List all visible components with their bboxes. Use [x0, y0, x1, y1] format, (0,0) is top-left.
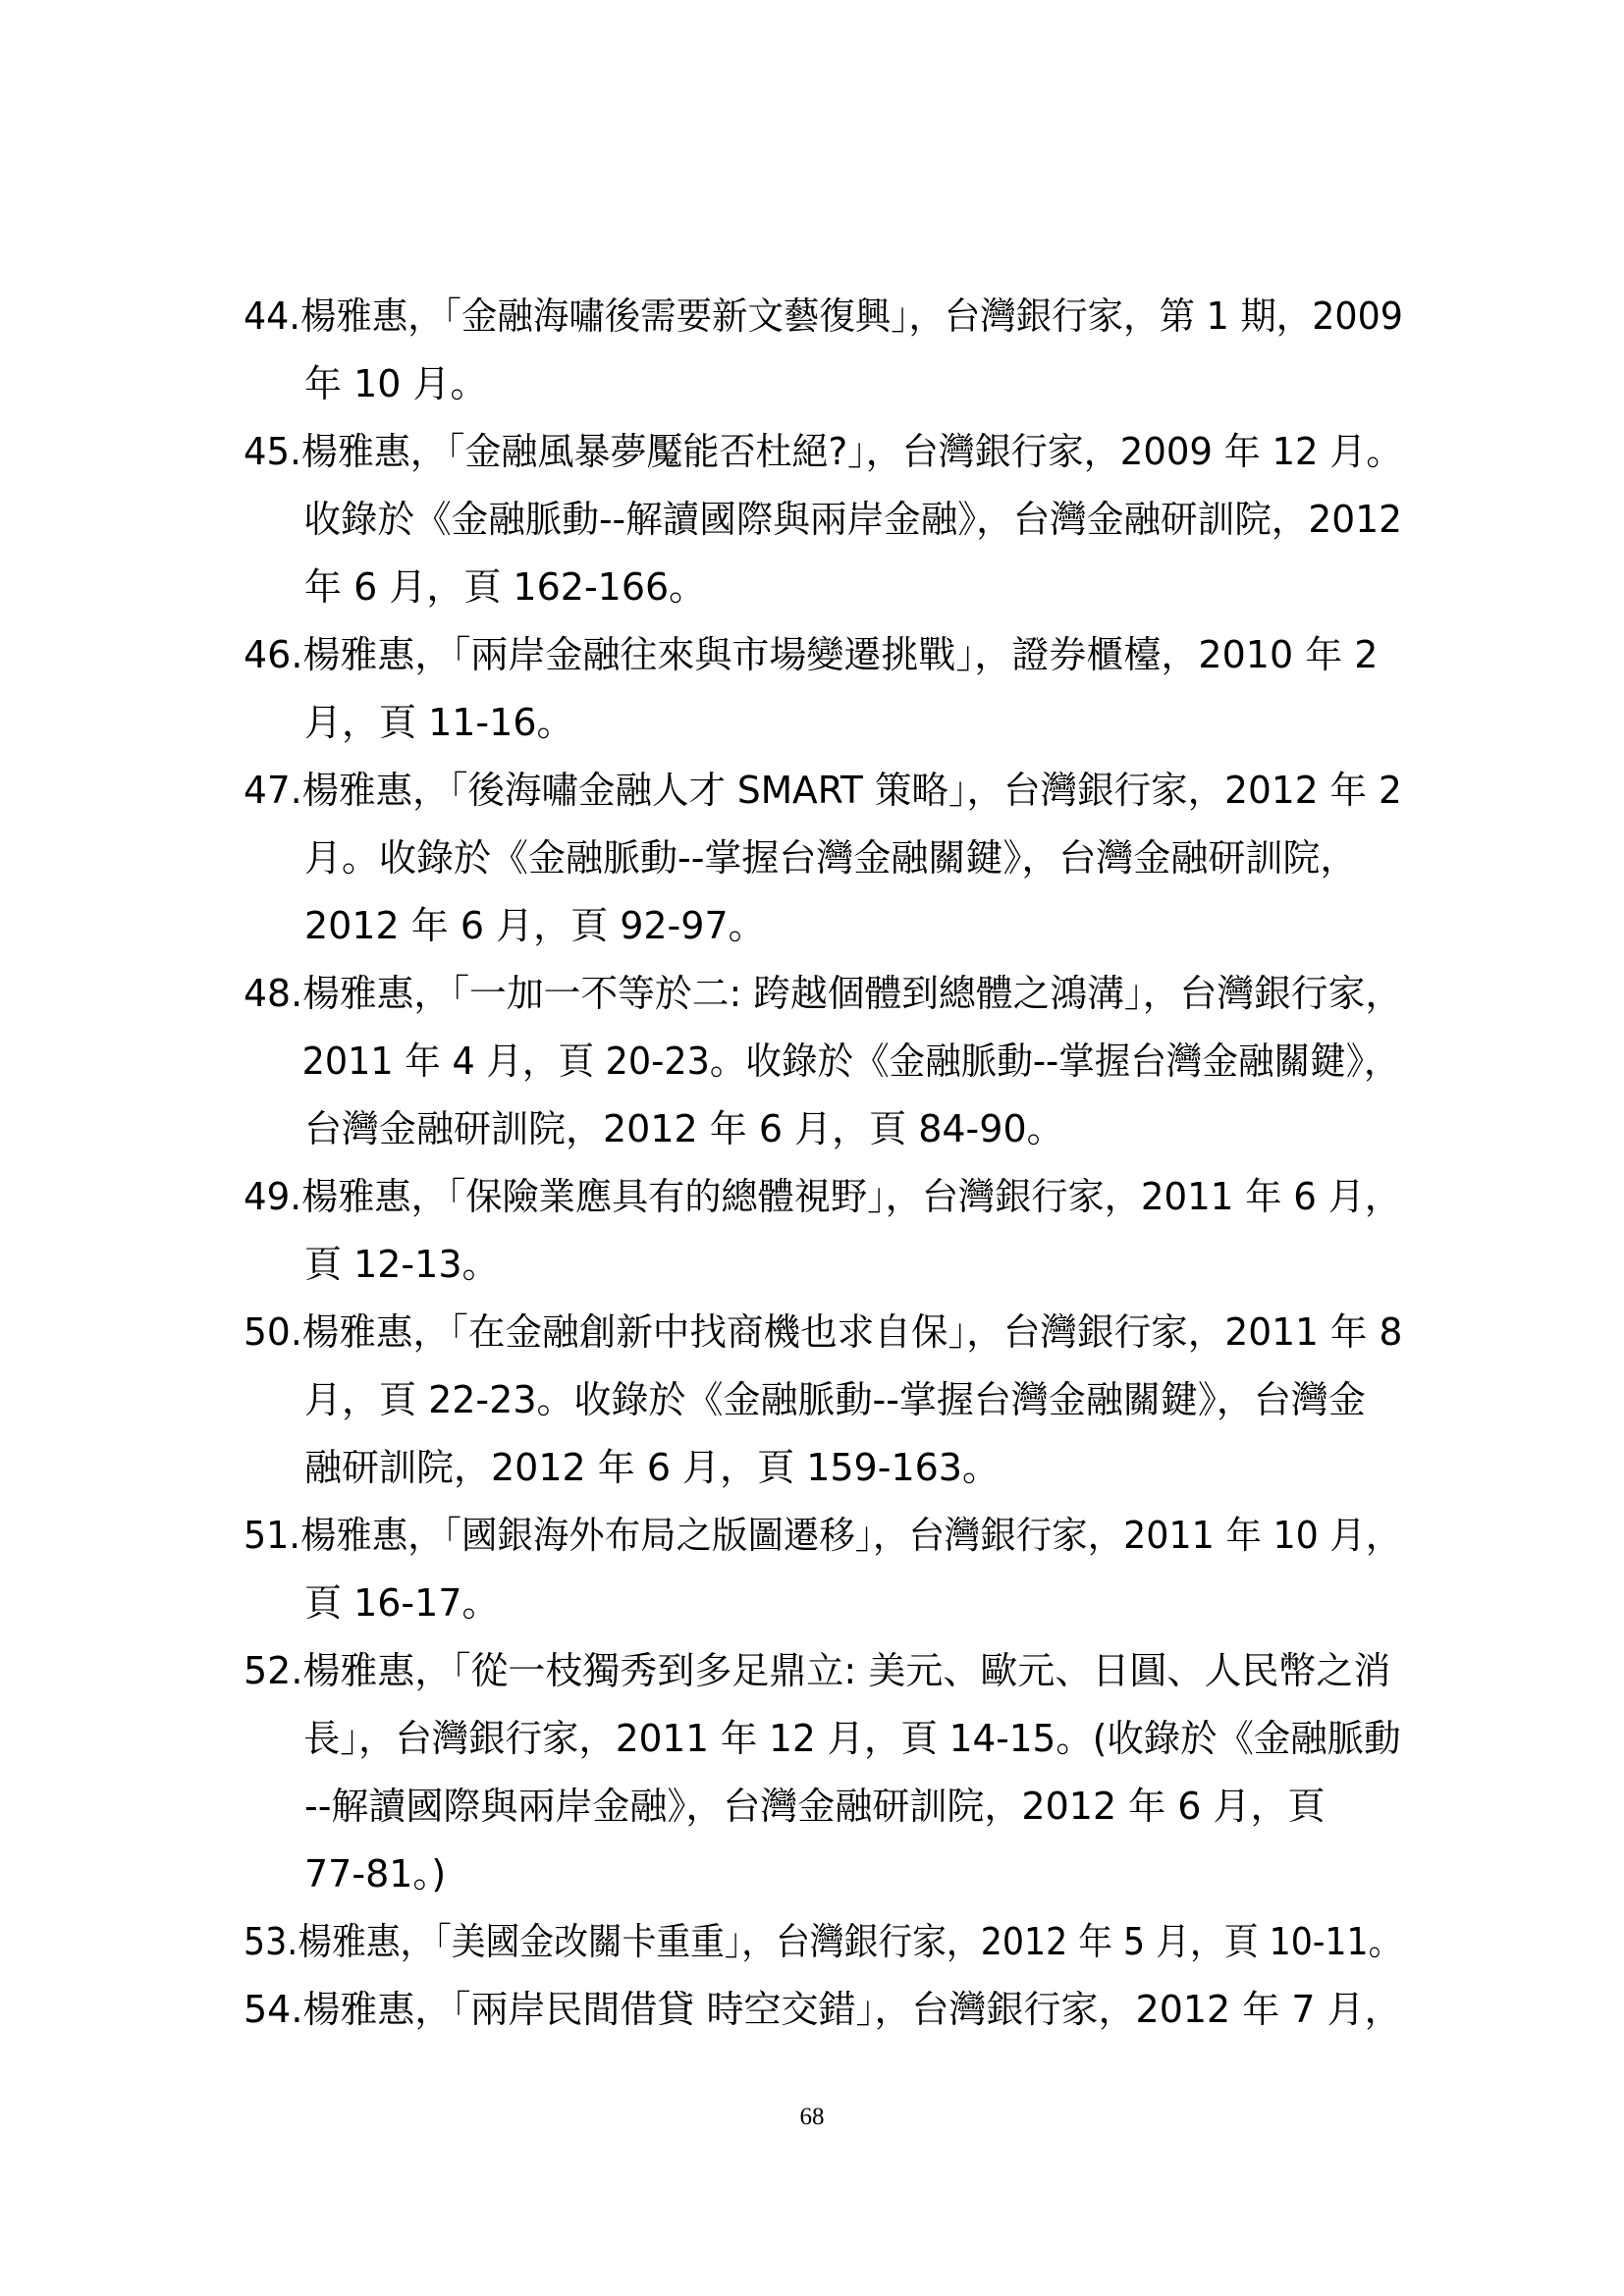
reference-item-46: [244, 621, 1402, 757]
reference-line: 月。收錄於《金融脈動--掌握台灣金融關鍵》，台灣金融研訓院，: [304, 836, 1358, 880]
reference-line: 長」，台灣銀行家，2011 年 12 月，頁 14-15。(收錄於《金融脈動: [303, 1717, 1401, 1760]
reference-item-52: [244, 1637, 1402, 1908]
reference-line: 年 10 月。: [304, 362, 488, 405]
reference-line: 47.楊雅惠，「後海嘯金融人才 SMART 策略」，台灣銀行家，2012 年 2: [244, 769, 1402, 812]
reference-line: 頁 12-13。: [304, 1243, 500, 1286]
reference-line: 46.楊雅惠，「兩岸金融往來與市場變遷挑戰」，證券櫃檯，2010 年 2: [244, 633, 1379, 676]
reference-line: 51.楊雅惠，「國銀海外布局之版圖遷移」，台灣銀行家，2011 年 10 月，: [244, 1514, 1402, 1557]
reference-item-45: [244, 418, 1402, 621]
reference-line: 頁 16-17。: [304, 1581, 500, 1625]
reference-item-48: [244, 960, 1402, 1163]
reference-line: 45.楊雅惠，「金融風暴夢魘能否杜絕?」，台灣銀行家，2009 年 12 月。: [244, 430, 1403, 473]
reference-item-53: [244, 1908, 1402, 1976]
reference-item-50: [244, 1299, 1402, 1502]
reference-item-44: [244, 283, 1402, 418]
reference-line: 2011 年 4 月，頁 20-23。收錄於《金融脈動--掌握台灣金融關鍵》，: [301, 1040, 1400, 1083]
reference-line: 收錄於《金融脈動--解讀國際與兩岸金融》，台灣金融研訓院，2012: [303, 498, 1403, 541]
page-number: 68: [799, 2104, 825, 2130]
reference-line: 44.楊雅惠，「金融海嘯後需要新文藝復興」，台灣銀行家，第 1 期，2009: [244, 294, 1403, 338]
reference-line: 50.楊雅惠，「在金融創新中找商機也求自保」，台灣銀行家，2011 年 8: [244, 1310, 1403, 1354]
reference-line: --解讀國際與兩岸金融》，台灣金融研訓院，2012 年 6 月，頁: [304, 1785, 1326, 1828]
reference-list: [244, 283, 1402, 2044]
reference-line: 月，頁 22-23。收錄於《金融脈動--掌握台灣金融關鍵》，台灣金: [304, 1378, 1366, 1421]
reference-line: 49.楊雅惠，「保險業應具有的總體視野」，台灣銀行家，2011 年 6 月，: [244, 1175, 1402, 1218]
reference-item-51: [244, 1502, 1402, 1637]
reference-item-49: [244, 1163, 1402, 1299]
reference-line: 52.楊雅惠，「從一枝獨秀到多足鼎立: 美元、歐元、日圓、人民幣之消: [244, 1649, 1391, 1692]
reference-item-54: [244, 1976, 1402, 2044]
reference-line: 月，頁 11-16。: [304, 701, 574, 744]
reference-line: 54.楊雅惠，「兩岸民間借貸 時空交錯」，台灣銀行家，2012 年 7 月，: [244, 1988, 1402, 2031]
reference-item-47: [244, 757, 1402, 960]
reference-line: 48.楊雅惠，「一加一不等於二: 跨越個體到總體之鴻溝」，台灣銀行家，: [244, 972, 1403, 1015]
reference-line: 台灣金融研訓院，2012 年 6 月，頁 84-90。: [304, 1107, 1064, 1150]
reference-line: 53.楊雅惠，「美國金改關卡重重」，台灣銀行家，2012 年 5 月，頁 10-11。: [244, 1920, 1403, 1963]
reference-line: 2012 年 6 月，頁 92-97。: [304, 904, 766, 947]
reference-line: 融研訓院，2012 年 6 月，頁 159-163。: [304, 1446, 1000, 1489]
reference-line: 77-81。): [304, 1852, 447, 1896]
reference-line: 年 6 月，頁 162-166。: [304, 565, 707, 609]
